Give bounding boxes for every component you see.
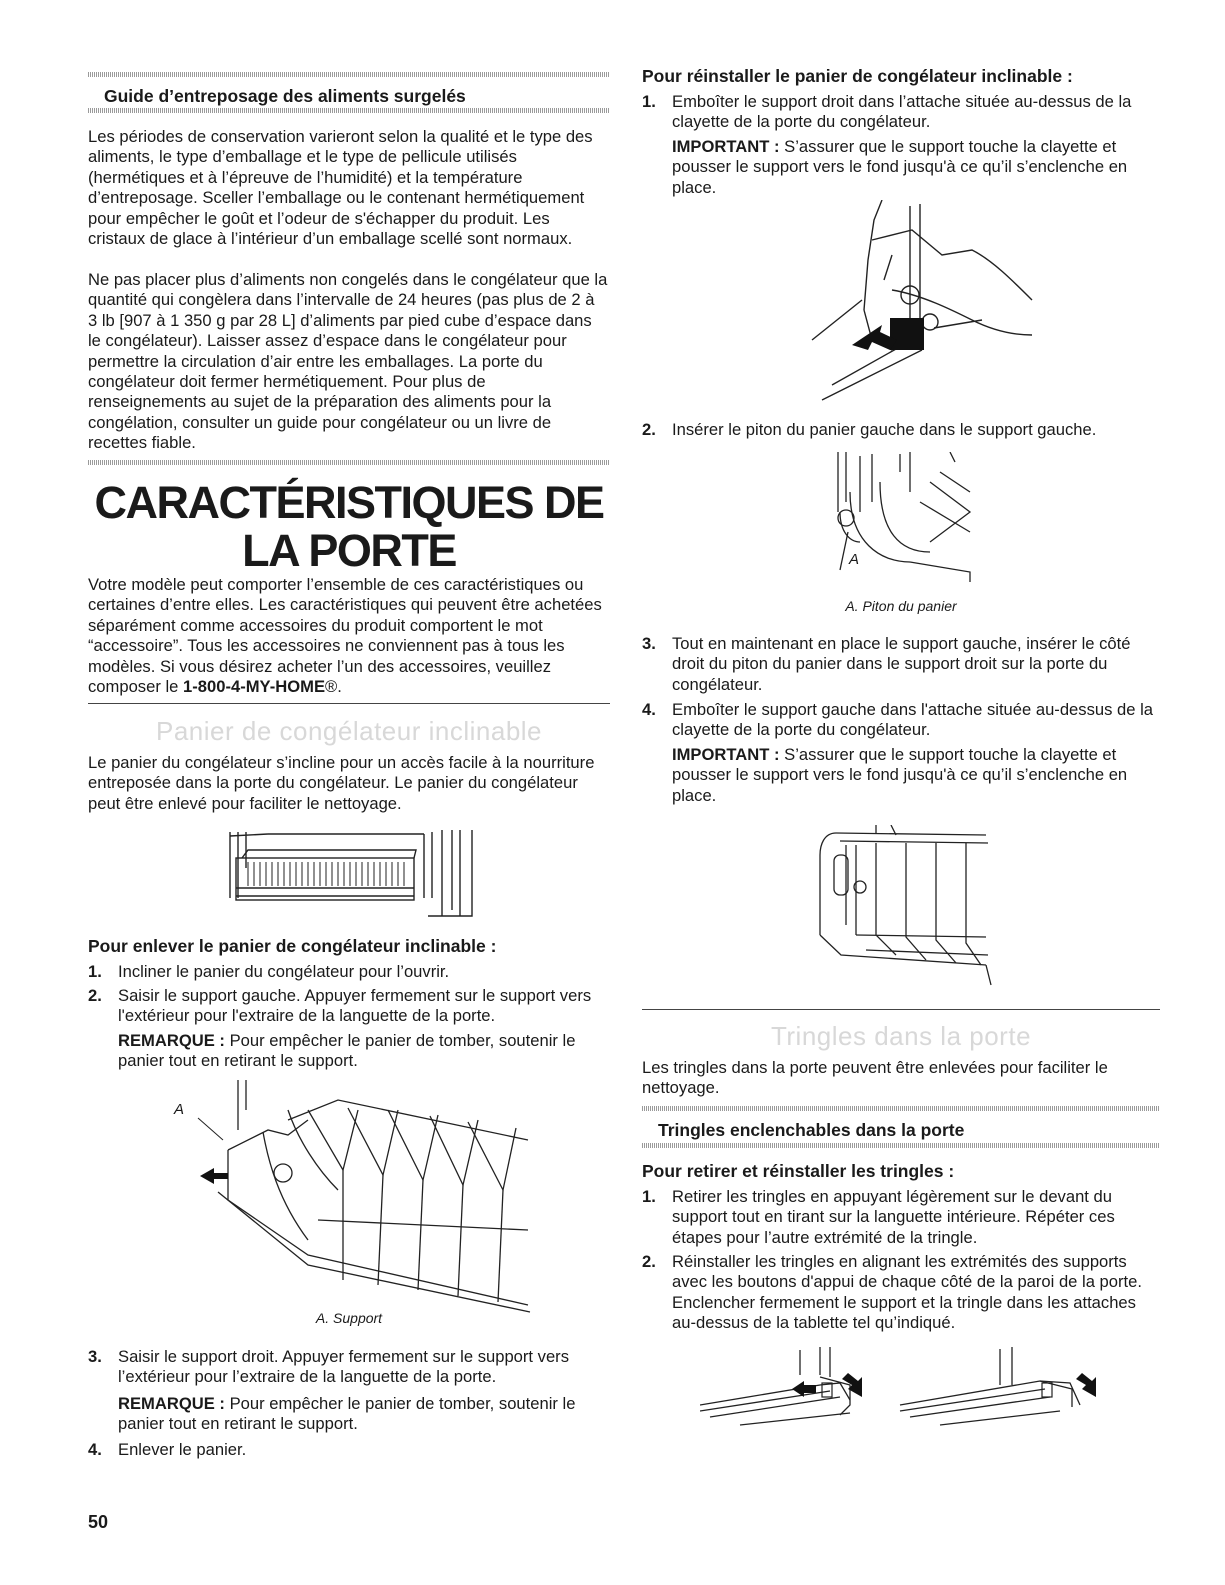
important-label: IMPORTANT : — [672, 137, 780, 156]
rails-step-1: 1. Retirer les tringles en appuyant légèrement sur le devant du support tout en tirant sur la languette intérieure. Répéter ces étapes pour l’autre extrémité de la tringle. — [642, 1187, 1115, 1247]
note2-label: REMARQUE : — [118, 1394, 225, 1413]
remove-step-4: 4. Enlever le panier. — [88, 1440, 247, 1459]
figure-letter-a: A — [849, 551, 860, 568]
divider — [642, 1009, 1160, 1010]
reinstall-step-4: 4. Emboîter le support gauche dans l'attache située au-dessus de la clayette de la porte du congélateur. — [642, 700, 1153, 740]
note-label: REMARQUE : — [118, 1031, 225, 1050]
door-rails-text: Les tringles dans la porte peuvent être enlevées pour faciliter le nettoyage. — [642, 1058, 1108, 1098]
remove-note-2 — [118, 1394, 608, 1435]
important-text: S’assurer que le support touche la clayette et pousser le support vers le fond jusqu'à ce qu’il s’enclenche en place. — [672, 137, 1128, 197]
door-features-title-line2: LA PORTE — [242, 525, 456, 576]
remove-step-1: 1. Incliner le panier du congélateur pour l’ouvrir. — [88, 962, 450, 981]
door-rails-title: Tringles dans la porte — [770, 1021, 1032, 1051]
door-rails-illustration — [700, 1345, 1120, 1435]
reinstall-step-1: 1. Emboîter le support droit dans l’attache située au-dessus de la clayette de la porte du congélateur. — [642, 92, 1132, 132]
tilt-bin-text: Le panier du congélateur s’incline pour un accès facile à la nourriture entreposée dans la porte du congélateur. Le panier du congélateur peut être enlevé pour faciliter le nettoyage. — [88, 753, 595, 813]
basket-clip-illustration — [816, 825, 996, 990]
support-install-illustration — [772, 200, 1042, 410]
storage-guide-paragraph-1: Les périodes de conservation varieront selon la qualité et le type des aliments, le type d’emballage et le type de pellicule utilisés (hermétiques et à l’épreuve de l’humidité) et la température d’entreposage. Sceller l’emballage ou le contenant hermétiquement pour empêcher le goût et l’odeur de s'échapper du produit. Les cristaux de glace à l’intérieur d’un emballage scellé sont normaux. — [88, 127, 593, 249]
support-caption: A. Support — [315, 1310, 383, 1326]
reinstall-important-1 — [672, 137, 1160, 198]
tilt-bin-title: Panier de congélateur inclinable — [155, 716, 543, 746]
divider — [88, 460, 610, 465]
important2-label: IMPORTANT : — [672, 745, 780, 764]
divider — [642, 1143, 1160, 1148]
divider — [88, 703, 610, 704]
remove-step-3: 3. Saisir le support droit. Appuyer fermement sur le support vers l’extérieur pour l’extraire de la languette de la porte. — [88, 1347, 569, 1387]
support-removal-illustration — [168, 1080, 548, 1320]
reinstall-bin-title: Pour réinstaller le panier de congélateur inclinable : — [642, 66, 1073, 86]
door-features-intro-text: Votre modèle peut comporter l’ensemble de ces caractéristiques ou certaines d’entre elles. Les caractéristiques qui peuvent être achetées séparément comme accessoires du produit comportent le mot “accessoire”. Tous les accessoires ne conviennent pas à tous les modèles. Si vous désirez acheter l’un des accessoires, veuillez composer le — [88, 575, 602, 697]
rails-howto-title: Pour retirer et réinstaller les tringles : — [642, 1161, 955, 1181]
reinstall-important-2 — [672, 745, 1160, 806]
note2-text: Pour empêcher le panier de tomber, soutenir le panier tout en retirant le support. — [118, 1394, 576, 1434]
storage-guide-title: Guide d’entreposage des aliments surgelés — [104, 86, 466, 106]
basket-peg-caption: A. Piton du panier — [845, 598, 957, 614]
snap-rails-title: Tringles enclenchables dans la porte — [658, 1120, 965, 1140]
divider — [642, 1106, 1160, 1111]
remove-step-2: 2. Saisir le support gauche. Appuyer fermement sur le support vers l'extérieur pour l'extraire de la languette de la porte. — [88, 986, 592, 1026]
reinstall-step-3: 3. Tout en maintenant en place le support gauche, insérer le côté droit du piton du panier dans le support droit sur la porte du congélateur. — [642, 634, 1131, 694]
important2-text: S’assurer que le support touche la clayette et pousser le support vers le fond jusqu'à ce qu’il s’enclenche en place. — [672, 745, 1128, 805]
reinstall-step-2: 2. Insérer le piton du panier gauche dans le support gauche. — [642, 420, 1097, 439]
door-features-intro — [88, 575, 608, 697]
note-text: Pour empêcher le panier de tomber, soutenir le panier tout en retirant le support. — [118, 1031, 576, 1071]
door-features-title — [88, 479, 610, 575]
remove-note — [118, 1031, 608, 1072]
figure-letter-a: A — [174, 1101, 185, 1118]
phone-number: 1-800-4-MY-HOME — [183, 677, 326, 697]
basket-peg-illustration — [820, 452, 980, 592]
door-features-title-line1: CARACTÉRISTIQUES DE — [94, 477, 604, 528]
phone-suffix: ®. — [325, 677, 342, 697]
remove-bin-title: Pour enlever le panier de congélateur inclinable : — [88, 936, 497, 956]
divider — [88, 72, 610, 77]
divider — [88, 108, 610, 113]
tilt-bin-illustration — [228, 828, 478, 920]
rails-step-2: 2. Réinstaller les tringles en alignant les extrémités des supports avec les boutons d'appui de chaque côté de la paroi de la porte. Enclencher fermement le support et la tringle dans les attaches au-dessus de la tablette tel qu’indiqué. — [642, 1252, 1142, 1333]
storage-guide-paragraph-2: Ne pas placer plus d’aliments non congelés dans le congélateur que la quantité qui congèlera dans l’intervalle de 24 heures (pas plus de 2 à 3 lb [907 à 1 350 g par 28 L] d’aliments par pied cube d’espace dans le congélateur). Laisser assez d’espace dans le congélateur pour permettre la circulation d’air entre les emballages. La porte du congélateur doit fermer hermétiquement. Pour plus de renseignements au sujet de la préparation des aliments pour la congélation, consulter un guide pour congélateur ou un livre de recettes fiable. — [88, 270, 608, 453]
page-number: 50 — [88, 1512, 109, 1532]
